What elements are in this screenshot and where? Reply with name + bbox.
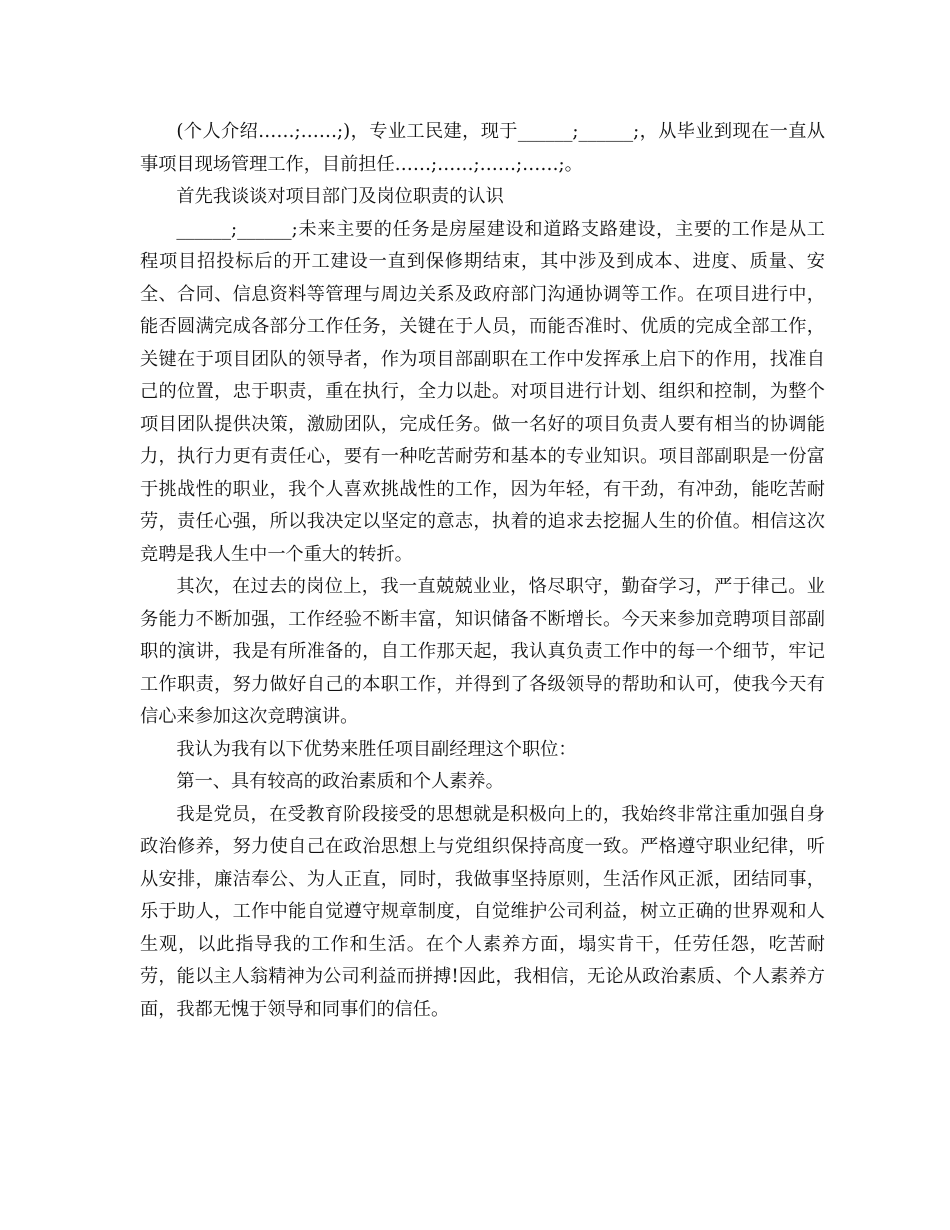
paragraph-intro: (个人介绍……;……;)，专业工民建，现于______;______;，从毕业到现在一直从事项目现场管理工作，目前担任……;……;……;……;。 [140,121,825,175]
paragraph-advantages: 我认为我有以下优势来胜任项目副经理这个职位： [176,738,577,760]
paragraph-party-member: 我是党员，在受教育阶段接受的思想就是积极向上的，我始终非常注重加强自身政治修养，努力使自己在政治思想上与党组织保持高度一致。严格遵守职业纪律，听从安排，廉洁奉公、为人正直，同时，我做事坚持原则，生活作风正派，团结同事，乐于助人，工作中能自觉遵守规章制度，自觉维护公司利益，树立正确的世界观和人生观，以此指导我的工作和生活。在个人素养方面，塌实肯干，任劳任怨，吃苦耐劳，能以主人翁精神为公司利益而拼搏!因此，我相信，无论从政治素质、个人素养方面，我都无愧于领导和同事们的信任。 [140,803,825,1020]
document-page [140,116,825,1026]
paragraph-tasks: ______;______;未来主要的任务是房屋建设和道路支路建设，主要的工作是从工程项目招投标后的开工建设一直到保修期结束，其中涉及到成本、进度、质量、安全、合同、信息资料等管理与周边关系及政府部门沟通协调等工作。在项目进行中，能否圆满完成各部分工作任务，关键在于人员，而能否准时、优质的完成全部工作，关键在于项目团队的领导者，作为项目部副职在工作中发挥承上启下的作用，找准自己的位置，忠于职责，重在执行，全力以赴。对项目进行计划、组织和控制，为整个项目团队提供决策，激励团队，完成任务。做一名好的项目负责人要有相当的协调能力，执行力更有责任心，要有一种吃苦耐劳和基本的专业知识。项目部副职是一份富于挑战性的职业，我个人喜欢挑战性的工作，因为年轻，有干劲，有冲劲，能吃苦耐劳，责任心强，所以我决定以坚定的意志，执着的追求去挖掘人生的价值。相信这次竞聘是我人生中一个重大的转折。 [140,218,825,565]
paragraph-secondly: 其次，在过去的岗位上，我一直兢兢业业，恪尽职守，勤奋学习，严于律己。业务能力不断加强，工作经验不断丰富，知识储备不断增长。今天来参加竞聘项目部副职的演讲，我是有所准备的，自工作那天起，我认真负责工作中的每一个细节，牢记工作职责，努力做好自己的本职工作，并得到了各级领导的帮助和认可，使我今天有信心来参加这次竞聘演讲。 [140,576,825,727]
paragraph-first-point: 第一、具有较高的政治素质和个人素养。 [176,771,504,792]
paragraph-heading-understanding: 首先我谈谈对项目部门及岗位职责的认识 [176,186,504,207]
